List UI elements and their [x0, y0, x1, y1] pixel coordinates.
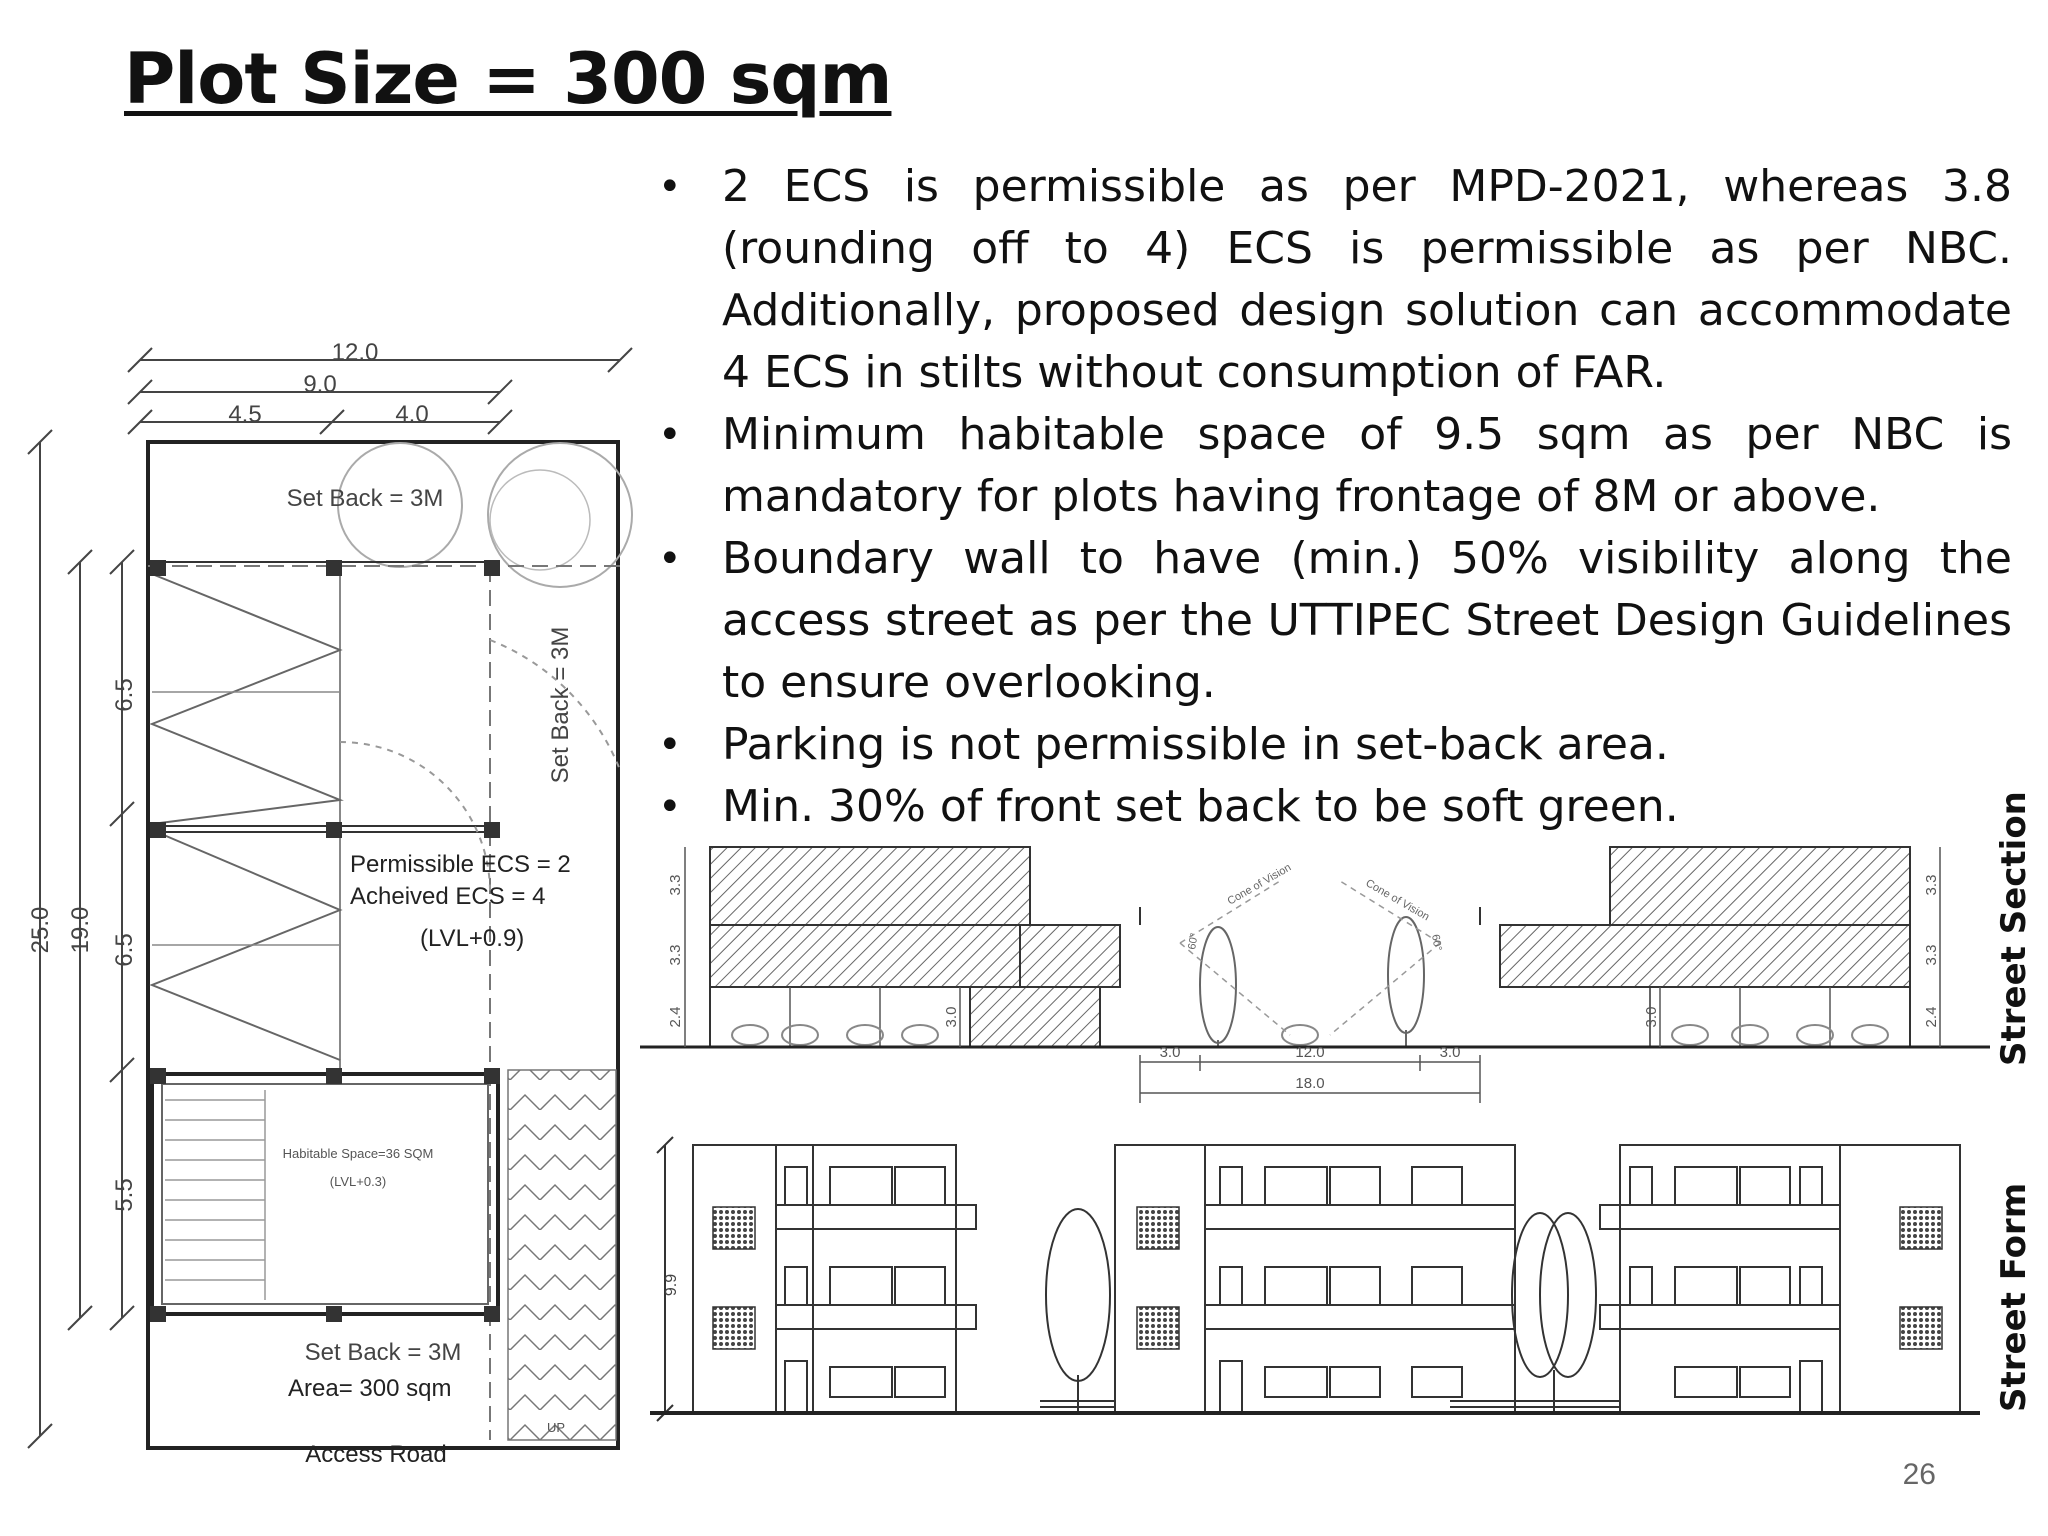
page-number: 26 [1902, 1458, 1936, 1491]
elevation-height-label: 9.9 [663, 1273, 680, 1297]
setback-bottom-label: Set Back = 3M [304, 1339, 462, 1366]
dim-6-5a-label: 6.5 [111, 678, 138, 712]
section-height-3-3a-label: 3.3 [667, 874, 684, 896]
section-height-3-0-label: 3.0 [943, 1006, 960, 1028]
section-height-3-3b-label: 3.3 [667, 944, 684, 966]
bullet-item: • Parking is not permissible in set-back area. [650, 714, 2012, 776]
parking-level-label: (LVL+0.9) [420, 925, 525, 952]
dim-9-label: 9.0 [303, 371, 337, 398]
bullet-item: • Minimum habitable space of 9.5 sqm as per NBC is mandatory for plots having frontage of 8M or above. [650, 404, 2012, 528]
section-width-3a-label: 3.0 [1159, 1044, 1181, 1061]
bullet-item: • Boundary wall to have (min.) 50% visibility along the access street as per the UTTIPEC Street Design Guidelines to ensure overlooking. [650, 528, 2012, 714]
dim-6-5b-label: 6.5 [111, 933, 138, 967]
cone-of-vision-right-label: Cone of Vision [1363, 877, 1432, 924]
section-width-18-label: 18.0 [1295, 1075, 1325, 1092]
permissible-ecs-label: Permissible ECS = 2 [350, 851, 571, 878]
access-road-label: Access Road [305, 1441, 447, 1468]
cone-angle-right-label: 60° [1429, 933, 1444, 952]
section-height-3-3d-label: 3.3 [1923, 944, 1940, 966]
section-width-3b-label: 3.0 [1439, 1044, 1461, 1061]
setback-top-label: Set Back = 3M [286, 485, 444, 512]
area-label: Area= 300 sqm [288, 1375, 452, 1402]
dim-5-5-label: 5.5 [111, 1178, 138, 1212]
habitable-space-label: Habitable Space=36 SQM [282, 1146, 434, 1161]
bullet-item: • Min. 30% of front set back to be soft green. [650, 776, 2012, 838]
cone-of-vision-left-label: Cone of Vision [1225, 861, 1294, 908]
dim-25-label: 25.0 [27, 906, 54, 954]
bullet-dot-icon: • [658, 164, 682, 210]
street-form-label: Street Form [1994, 1182, 2034, 1412]
dim-12-label: 12.0 [331, 339, 379, 366]
bullet-dot-icon: • [658, 784, 682, 830]
street-section-drawing [640, 835, 1990, 1115]
bullet-list [650, 156, 2012, 838]
bullet-dot-icon: • [658, 536, 682, 582]
section-width-12-label: 12.0 [1295, 1044, 1325, 1061]
section-height-3-3c-label: 3.3 [1923, 874, 1940, 896]
bullet-dot-icon: • [658, 722, 682, 768]
section-height-2-4-label: 2.4 [667, 1006, 684, 1028]
bullet-item: • 2 ECS is permissible as per MPD-2021, whereas 3.8 (rounding off to 4) ECS is permissible as per NBC. Additionally, proposed design solution can accommodate 4 ECS in stilts without consumption of FAR. [650, 156, 2012, 404]
dim-4-5-label: 4.5 [228, 401, 262, 428]
achieved-ecs-label: Acheived ECS = 4 [350, 883, 546, 910]
cone-angle-left-label: 60° [1186, 932, 1201, 951]
street-section-label: Street Section [1994, 791, 2034, 1066]
dim-4-0-label: 4.0 [395, 401, 429, 428]
street-form-elevation [640, 1125, 1990, 1425]
setback-side-label: Set Back = 3M [547, 626, 574, 784]
page-title: Plot Size = 300 sqm [124, 38, 892, 120]
bullet-dot-icon: • [658, 412, 682, 458]
section-height-3-0b-label: 3.0 [1643, 1006, 1660, 1028]
ramp-up-label: UP [546, 1420, 566, 1435]
site-plan-drawing [0, 330, 660, 1490]
dim-19-label: 19.0 [67, 906, 94, 954]
section-height-2-4b-label: 2.4 [1923, 1006, 1940, 1028]
habitable-level-label: (LVL+0.3) [329, 1174, 387, 1189]
